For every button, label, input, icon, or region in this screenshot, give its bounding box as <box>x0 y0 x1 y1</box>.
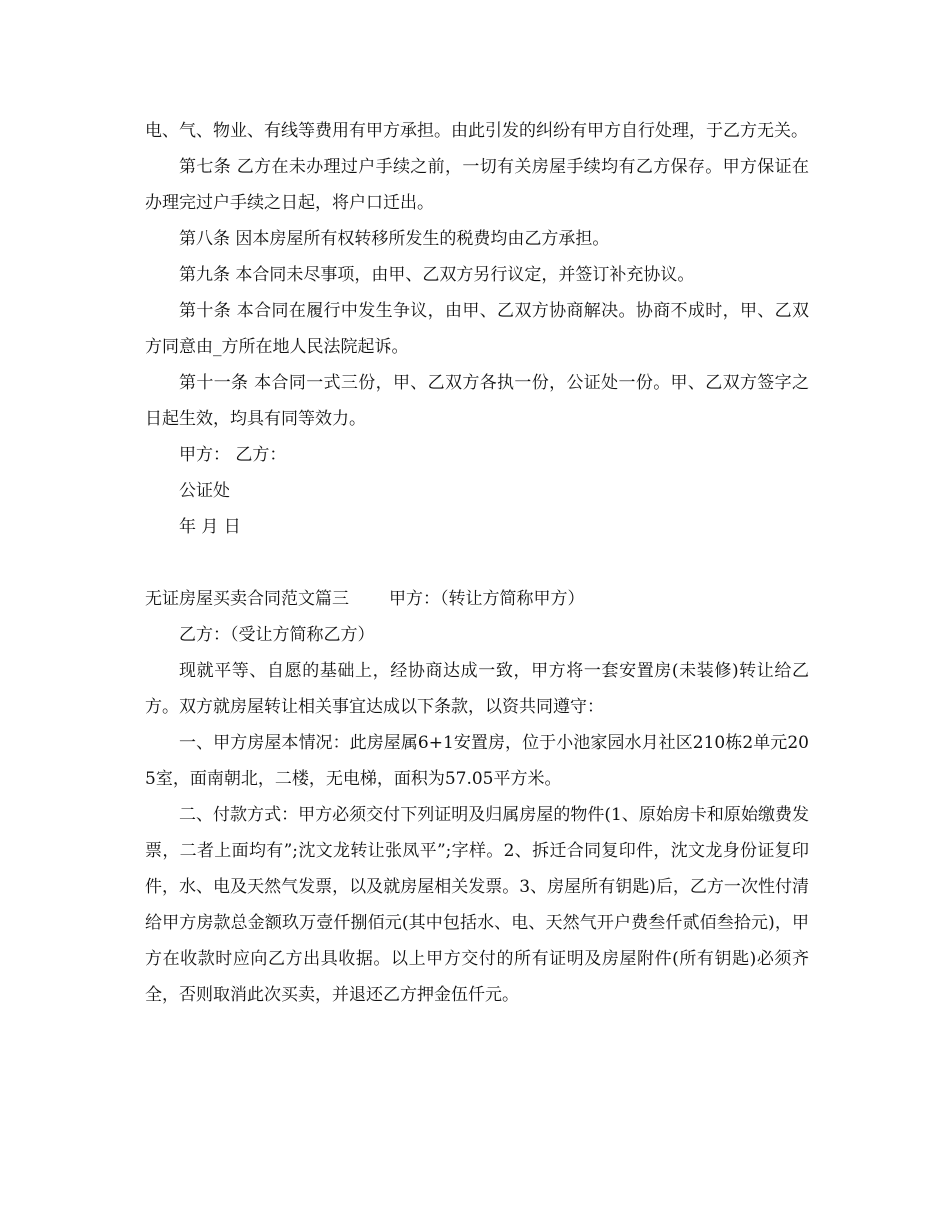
paragraph-article-7: 第七条 乙方在未办理过户手续之前，一切有关房屋手续均有乙方保存。甲方保证在办理完过户手续之日起，将户口迁出。 <box>145 157 809 213</box>
paragraph-intro: 现就平等、自愿的基础上，经协商达成一致，甲方将一套安置房(未装修)转让给乙方。双方就房屋转让相关事宜达成以下条款，以资共同遵守： <box>145 661 809 717</box>
date-line: 年 月 日 <box>179 517 241 537</box>
section-spacer <box>145 545 809 581</box>
paragraph-continuation: 电、气、物业、有线等费用有甲方承担。由此引发的纠纷有甲方自行处理，于乙方无关。 <box>145 121 808 141</box>
section-title: 无证房屋买卖合同范文篇三 <box>145 589 349 609</box>
paragraph-article-9: 第九条 本合同未尽事项，由甲、乙双方另行议定，并签订补充协议。 <box>179 265 695 285</box>
party-a-line: 甲方：（转让方简称甲方） <box>389 589 585 609</box>
paragraph-article-11: 第十一条 本合同一式三份，甲、乙双方各执一份，公证处一份。甲、乙双方签字之日起生效，均具有同等效力。 <box>145 373 809 429</box>
signature-line: 甲方： 乙方： <box>179 445 287 465</box>
notary-line: 公证处 <box>179 481 230 501</box>
paragraph-party-b: 乙方：（受让方简称乙方） <box>179 625 375 645</box>
section-heading <box>145 581 809 617</box>
paragraph-clause-1: 一、甲方房屋本情况：此房屋属6+1安置房，位于小池家园水月社区210栋2单元205室，面南朝北，二楼，无电梯，面积为57.05平方米。 <box>145 733 809 789</box>
paragraph-article-10: 第十条 本合同在履行中发生争议，由甲、乙双方协商解决。协商不成时，甲、乙双方同意由_方所在地人民法院起诉。 <box>145 301 809 357</box>
document-body <box>145 113 809 1013</box>
paragraph-article-8: 第八条 因本房屋所有权转移所发生的税费均由乙方承担。 <box>179 229 610 249</box>
paragraph-clause-2: 二、付款方式：甲方必须交付下列证明及归属房屋的物件(1、原始房卡和原始缴费发票，二者上面均有”;沈文龙转让张凤平”;字样。2、拆迁合同复印件，沈文龙身份证复印件，水、电及天然气发票，以及就房屋相关发票。3、房屋所有钥匙)后，乙方一次性付清给甲方房款总金额玖万壹仟捌佰元(其中包括水、电、天然气开户费叁仟贰佰叁拾元)，甲方在收款时应向乙方出具收据。以上甲方交付的所有证明及房屋附件(所有钥匙)必须齐全，否则取消此次买卖，并退还乙方押金伍仟元。 <box>145 805 809 1005</box>
